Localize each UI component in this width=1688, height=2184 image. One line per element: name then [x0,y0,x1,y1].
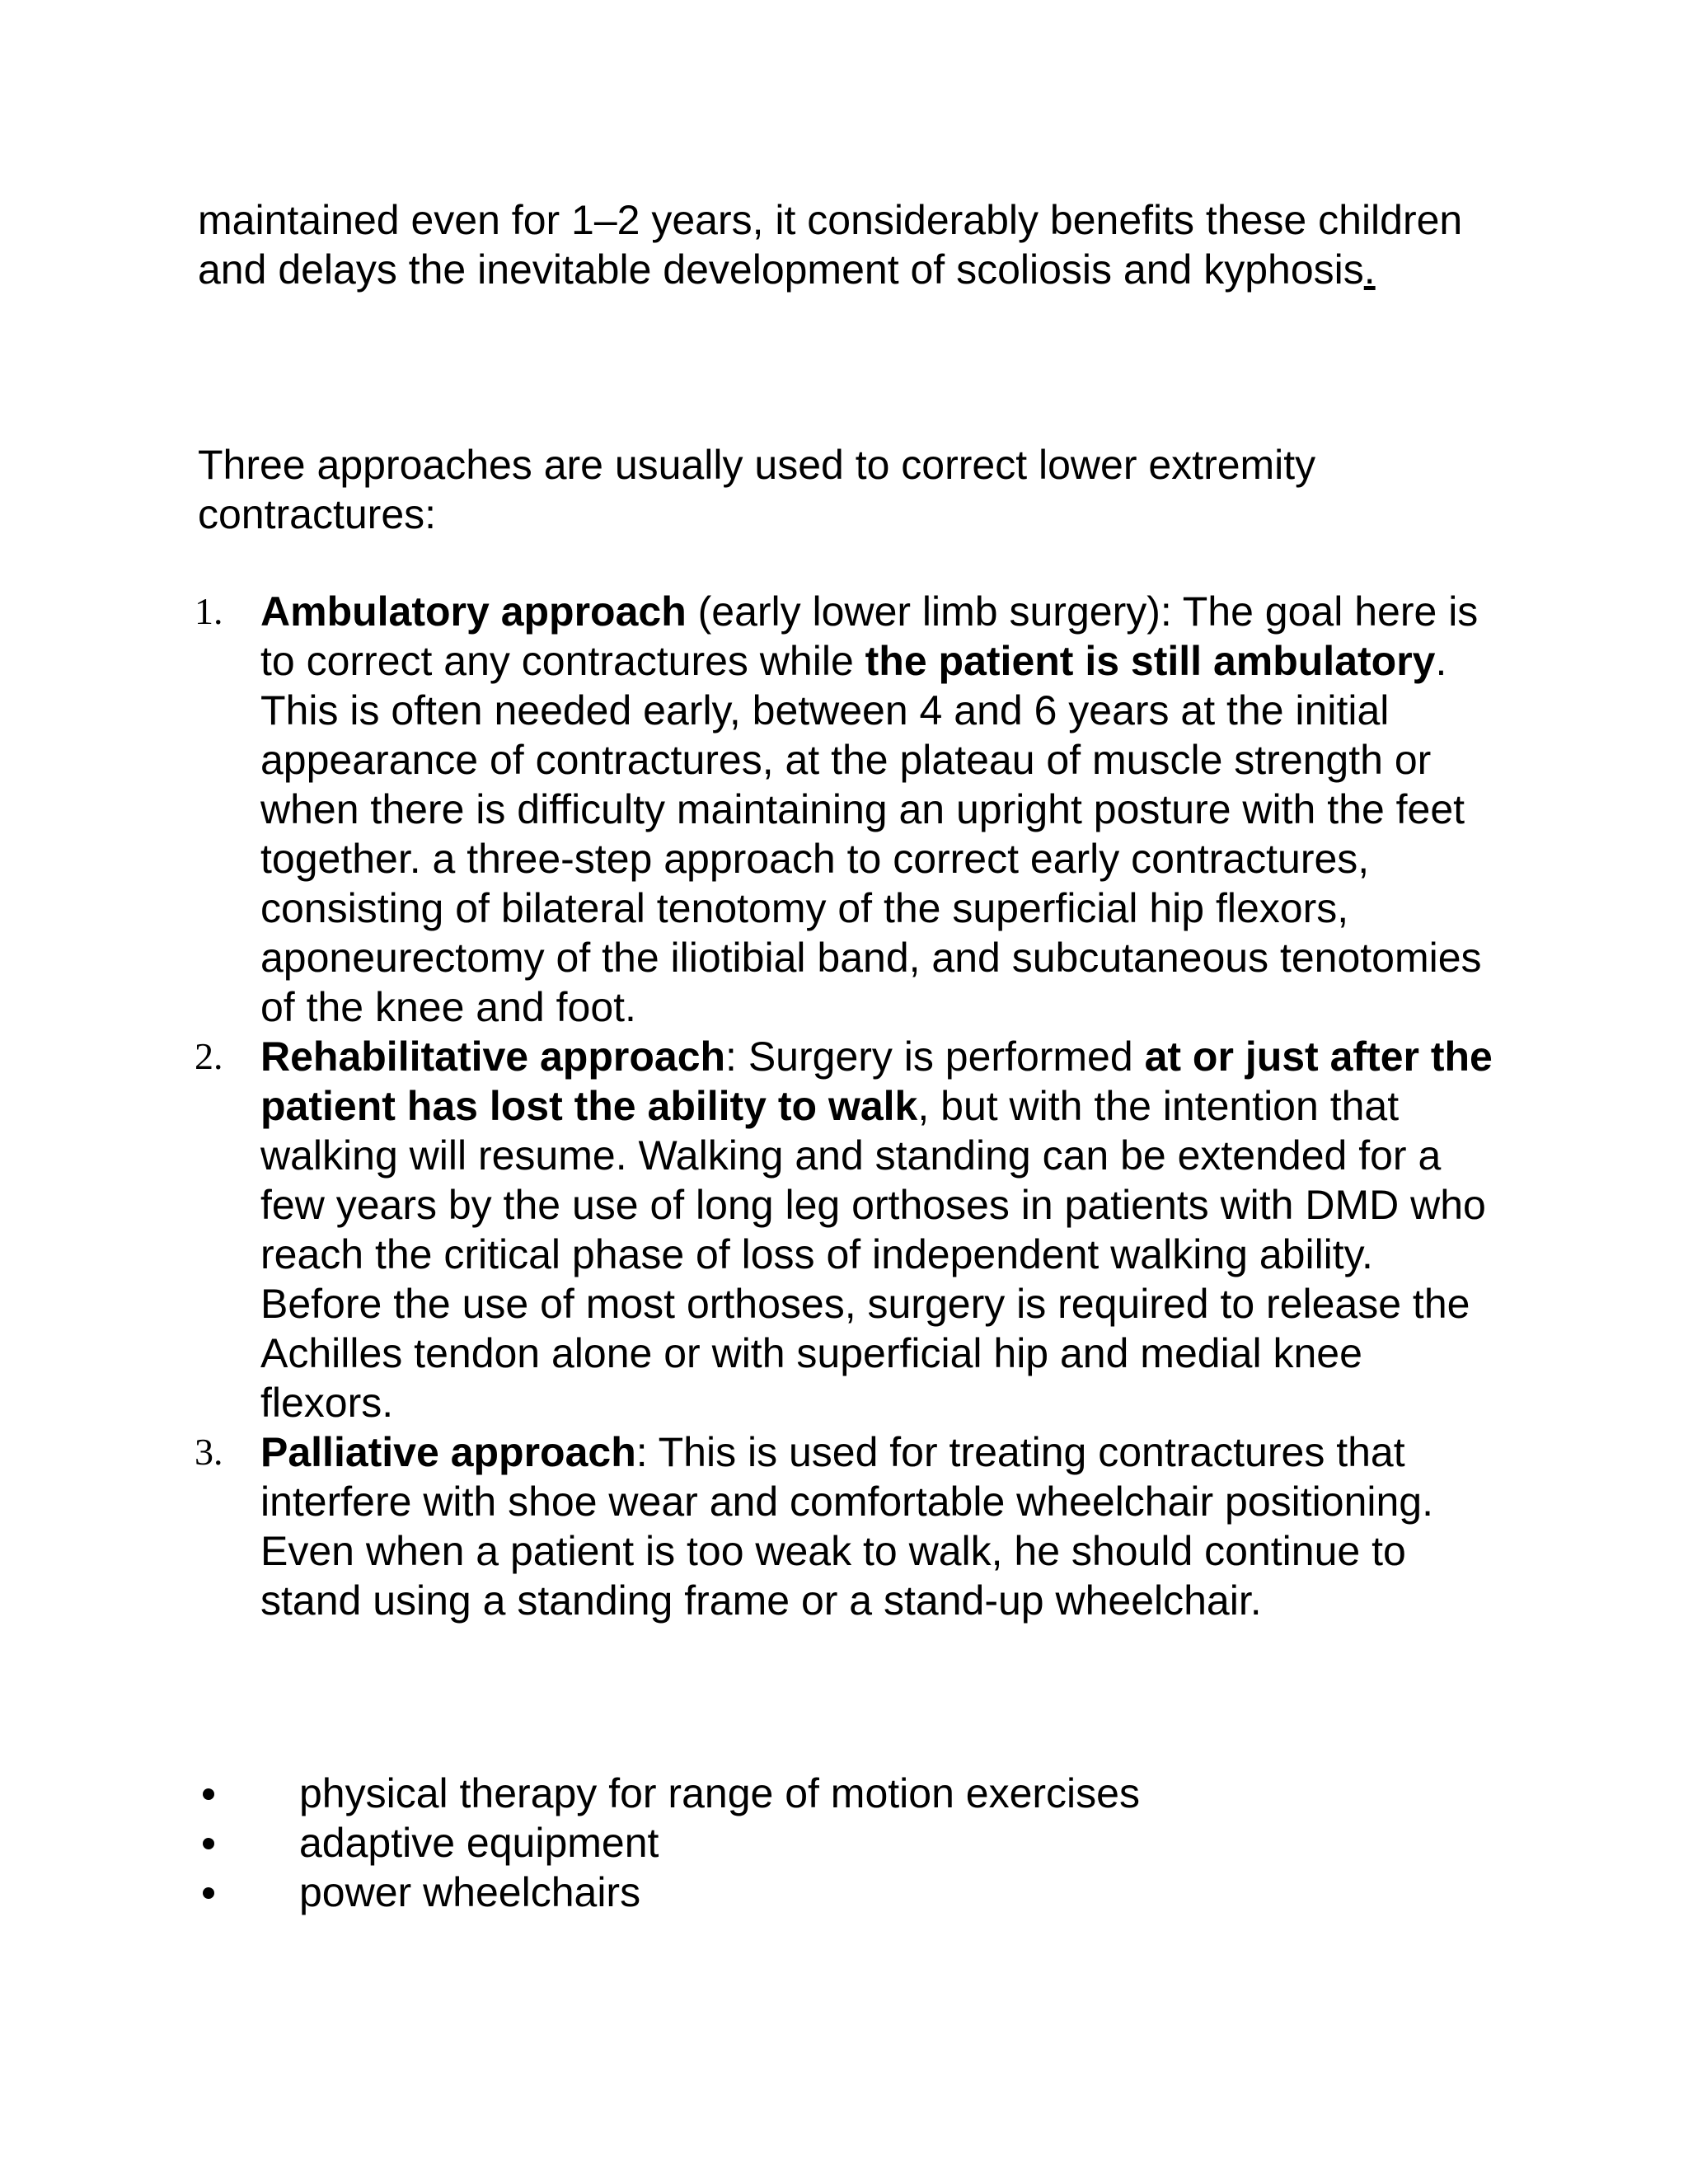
bullet-icon [203,1788,214,1800]
bullet-list [0,1769,1688,1917]
approach-text: : This is used for treating contractures that interfere with shoe wear and comfortable wheelchair positioning. Even when a patient is too weak to walk, he should continue to stand using a standing frame or a stand-up wheelchair. [260,1429,1433,1624]
approach-emphasis: at or just after the patient has lost the ability to walk [260,1033,1493,1129]
intro-trailing-period: . [1363,246,1376,293]
approach-item-ambulatory [0,587,1497,1032]
bullet-icon [203,1887,214,1899]
approach-text: , but with the intention that walking will resume. Walking and standing can be extended for a few years by the use of long leg orthoses in patients with DMD who reach the critical phase of loss of independent walking ability. Before the use of most orthoses, surgery is required to release the Achilles tendon alone or with superficial hip and medial knee flexors. [260,1083,1486,1426]
approaches-intro-paragraph: Three approaches are usually used to correct lower extremity contractures: [198,442,1316,537]
approaches-list [0,587,1688,1625]
bullet-icon [203,1838,214,1849]
intro-paragraph [198,195,1500,294]
approach-text: . This is often needed early, between 4 and 6 years at the initial appearance of contractures, at the plateau of muscle strength or when there is difficulty maintaining an upright posture with the feet together. a three-step approach to correct early contractures, consisting of bilateral tenotomy of the superficial hip flexors, aponeurectomy of the iliotibial band, and subcutaneous tenotomies of the knee and foot. [260,638,1482,1030]
bullet-item [0,1868,1688,1917]
list-number: 3. [195,1431,223,1473]
bullet-item [0,1818,1688,1868]
bullet-text: physical therapy for range of motion exercises [299,1770,1140,1816]
bullet-text: power wheelchairs [299,1869,641,1915]
approach-title: Ambulatory approach [260,588,687,635]
approach-title: Rehabilitative approach [260,1033,726,1080]
list-number: 1. [195,590,223,632]
approach-emphasis: the patient is still ambulatory [865,638,1436,684]
bullet-item [0,1769,1688,1818]
intro-text: maintained even for 1–2 years, it considerably benefits these children and delays the inevitable development of scoliosis and kyphosis [198,197,1463,293]
approach-item-rehabilitative [0,1032,1497,1427]
approach-text: (early lower limb surgery): The goal here is to correct any contractures while [260,588,1479,684]
approach-title: Palliative approach [260,1429,636,1475]
bullet-text: adaptive equipment [299,1820,659,1866]
approach-item-palliative [0,1427,1497,1625]
list-number: 2. [195,1035,223,1077]
approach-text: : Surgery is performed [725,1033,1145,1080]
